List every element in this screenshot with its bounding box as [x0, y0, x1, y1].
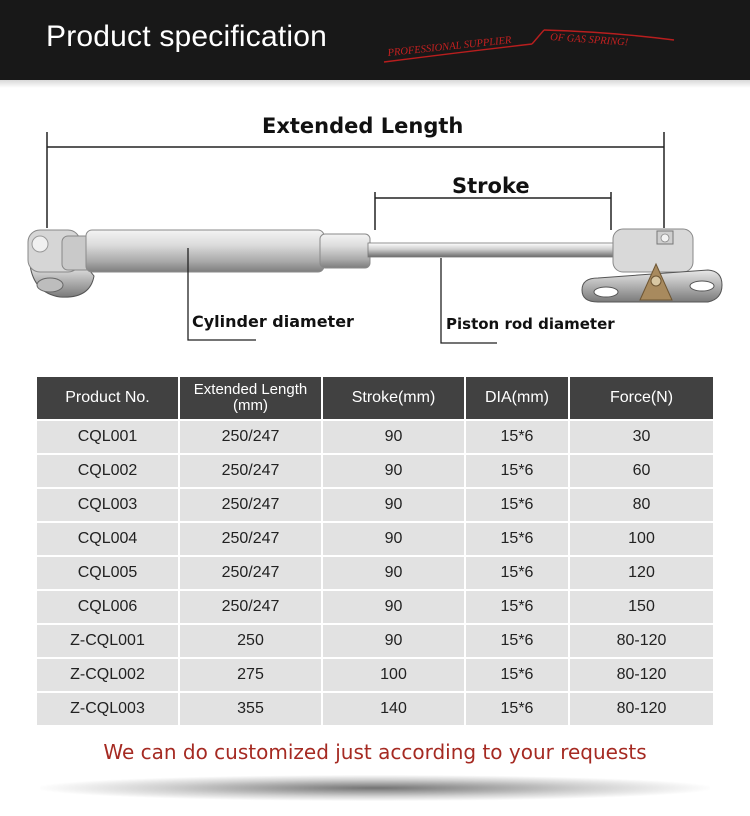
table-row — [37, 591, 713, 623]
cell-length: 355 — [180, 693, 321, 725]
cell-dia: 15*6 — [466, 557, 568, 589]
slogan-logo — [382, 22, 682, 72]
cell-stroke: 90 — [323, 455, 464, 487]
spec-table-body — [37, 421, 713, 725]
piston-rod — [368, 243, 620, 257]
cell-force: 120 — [570, 557, 713, 589]
cylinder-diameter-label: Cylinder diameter — [192, 312, 354, 331]
header-product-no: Product No. — [37, 377, 178, 419]
right-end-cap — [613, 229, 693, 272]
cell-force: 100 — [570, 523, 713, 555]
cell-stroke: 90 — [323, 625, 464, 657]
header-extended-length — [180, 377, 321, 419]
table-row — [37, 455, 713, 487]
cell-dia: 15*6 — [466, 489, 568, 521]
cell-dia: 15*6 — [466, 421, 568, 453]
cell-product: CQL005 — [37, 557, 178, 589]
spec-table — [35, 375, 715, 727]
cell-stroke: 90 — [323, 591, 464, 623]
header-force: Force(N) — [570, 377, 713, 419]
cell-length: 250/247 — [180, 421, 321, 453]
table-row — [37, 523, 713, 555]
slogan-part2: OF GAS SPRING! — [549, 32, 629, 49]
cell-force: 80-120 — [570, 659, 713, 691]
left-end-cap — [28, 230, 92, 272]
table-row — [37, 693, 713, 725]
cylinder-body — [86, 230, 324, 272]
cell-dia: 15*6 — [466, 659, 568, 691]
table-row — [37, 625, 713, 657]
custom-note: We can do customized just according to your requests — [103, 740, 647, 764]
header-extended-length-line1: Extended Length — [193, 381, 308, 398]
cell-product: CQL004 — [37, 523, 178, 555]
cell-product: Z-CQL002 — [37, 659, 178, 691]
slogan-part1: PROFESSIONAL SUPPLIER — [387, 35, 512, 59]
cell-product: Z-CQL001 — [37, 625, 178, 657]
cell-force: 150 — [570, 591, 713, 623]
table-row — [37, 557, 713, 589]
cell-product: CQL003 — [37, 489, 178, 521]
cell-dia: 15*6 — [466, 625, 568, 657]
cell-length: 250/247 — [180, 557, 321, 589]
cell-force: 30 — [570, 421, 713, 453]
table-header-row — [37, 377, 713, 419]
cell-length: 275 — [180, 659, 321, 691]
cell-product: CQL002 — [37, 455, 178, 487]
cell-stroke: 90 — [323, 489, 464, 521]
gas-spring-diagram — [0, 90, 750, 370]
cell-force: 80-120 — [570, 625, 713, 657]
cell-length: 250/247 — [180, 591, 321, 623]
cell-length: 250 — [180, 625, 321, 657]
cell-stroke: 100 — [323, 659, 464, 691]
cell-force: 80 — [570, 489, 713, 521]
cell-length: 250/247 — [180, 489, 321, 521]
table-row — [37, 421, 713, 453]
cell-product: CQL001 — [37, 421, 178, 453]
cell-product: CQL006 — [37, 591, 178, 623]
piston-rod-diameter-label: Piston rod diameter — [446, 315, 615, 333]
cell-stroke: 90 — [323, 523, 464, 555]
page-title: Product specification — [46, 20, 328, 53]
header-dia: DIA(mm) — [466, 377, 568, 419]
header-bar — [0, 0, 750, 80]
header-shadow — [0, 80, 750, 88]
header-stroke: Stroke(mm) — [323, 377, 464, 419]
cell-dia: 15*6 — [466, 591, 568, 623]
cell-stroke: 90 — [323, 421, 464, 453]
extended-length-dimension — [47, 132, 664, 228]
table-row — [37, 659, 713, 691]
cylinder-sleeve — [320, 234, 370, 268]
cell-dia: 15*6 — [466, 455, 568, 487]
cell-stroke: 90 — [323, 557, 464, 589]
cell-length: 250/247 — [180, 455, 321, 487]
cell-dia: 15*6 — [466, 693, 568, 725]
floor-shadow — [40, 775, 710, 801]
cell-dia: 15*6 — [466, 523, 568, 555]
table-row — [37, 489, 713, 521]
stroke-label: Stroke — [452, 174, 530, 198]
cell-stroke: 140 — [323, 693, 464, 725]
cell-product: Z-CQL003 — [37, 693, 178, 725]
cell-length: 250/247 — [180, 523, 321, 555]
cell-force: 60 — [570, 455, 713, 487]
extended-length-label: Extended Length — [262, 114, 464, 138]
header-extended-length-line2: (mm) — [233, 397, 268, 414]
cell-force: 80-120 — [570, 693, 713, 725]
